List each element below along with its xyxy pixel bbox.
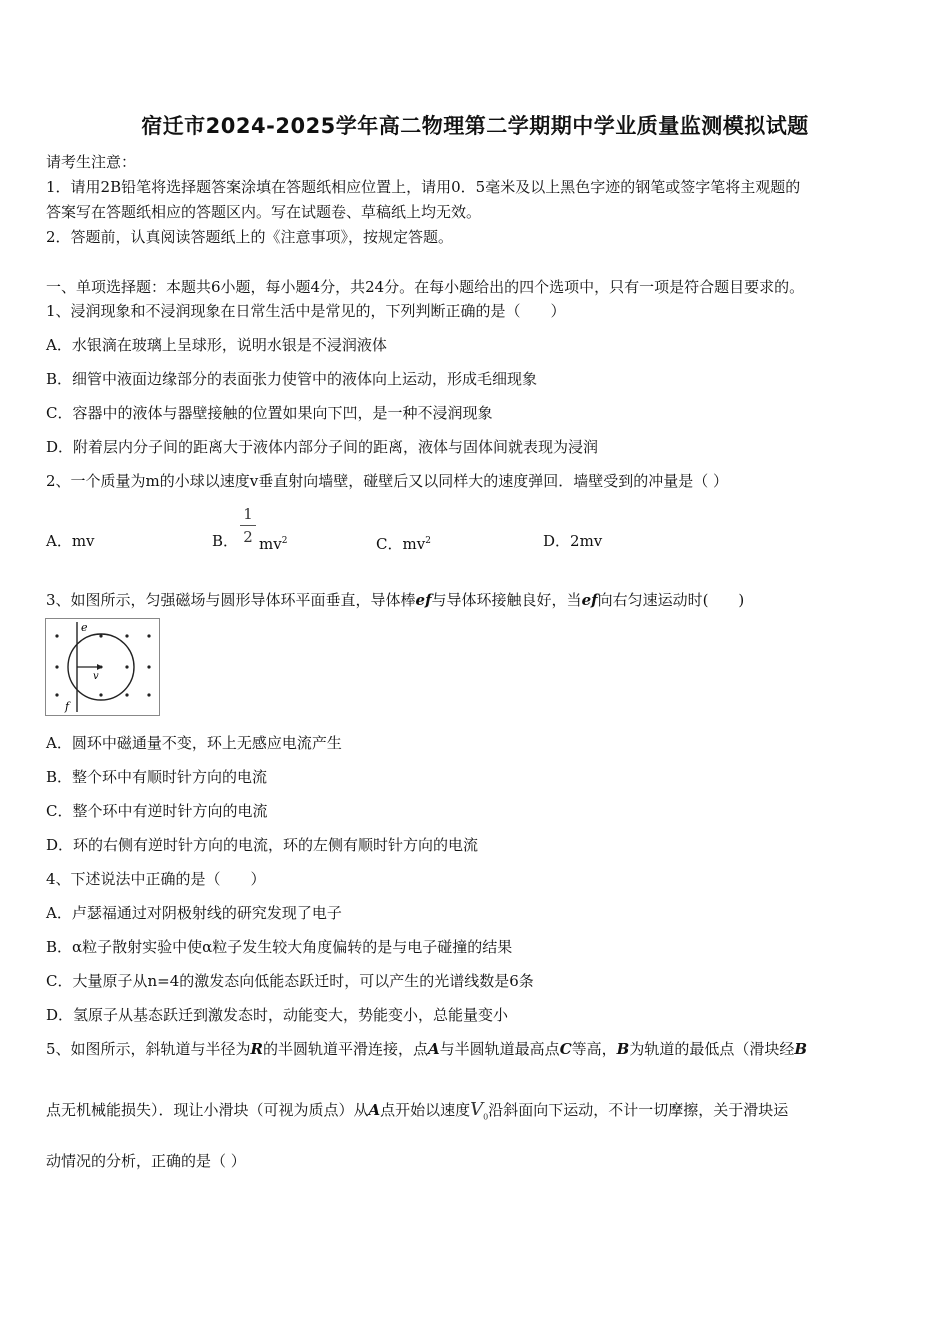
q5-text-2c: 沿斜面向下运动，不计一切摩擦，关于滑块运 [488,1101,789,1119]
q3-stem [46,590,744,610]
q5-text-1c: 与半圆轨道最高点 [439,1040,560,1058]
q3-ef-1: ef [415,591,432,609]
q3-option-d: D．环的右侧有逆时针方向的电流，环的左侧有顺时针方向的电流 [46,836,479,854]
v0-letter: V [470,1099,484,1120]
q1-option-c: C．容器中的液体与器壁接触的位置如果向下凹，是一种不浸润现象 [46,404,493,422]
q2-stem: 2、一个质量为m的小球以速度v垂直射向墙壁，碰壁后又以同样大的速度弹回．墙壁受到的冲量是（ ） [46,472,729,490]
q2-option-c [376,531,431,554]
q3-stem-post: 向右匀速运动时( ) [597,591,745,609]
q5-text-1d: 等高， [571,1040,617,1058]
q1-option-d: D．附着层内分子间的距离大于液体内部分子间的距离，液体与固体间就表现为浸润 [46,438,599,456]
label-e: e [81,621,88,634]
q2-b-base: mv [259,535,282,553]
q1-option-b: B．细管中液面边缘部分的表面张力使管中的液体向上运动，形成毛细现象 [46,370,538,388]
q2-option-a: A．mv [46,532,95,550]
q4-option-b: B．α粒子散射实验中使α粒子发生较大角度偏转的是与电子碰撞的结果 [46,938,513,956]
q5-line-1 [46,1039,807,1059]
q5-symbol-R: R [250,1040,264,1058]
notice-line-2: 2．答题前，认真阅读答题纸上的《注意事项》，按规定答题。 [46,228,454,246]
v0-subscript: 0 [483,1112,489,1122]
q3-figure [45,618,161,718]
notice-line-1b: 答案写在答题纸相应的答题区内。写在试题卷、草稿纸上均无效。 [46,203,482,221]
q5-symbol-v0 [470,1099,488,1120]
q5-text-2a: 点无机械能损失）．现让小滑块（可视为质点）从 [46,1101,369,1119]
q1-option-a: A．水银滴在玻璃上呈球形，说明水银是不浸润液体 [46,336,387,354]
q5-text-2b: 点开始以速度 [380,1101,471,1119]
q5-symbol-C: C [559,1040,572,1058]
page-title: 宿迁市2024-2025学年高二物理第二学期期中学业质量监测模拟试题 [141,114,809,138]
q2-option-b-label: B． [212,532,239,550]
q3-option-c: C．整个环中有逆时针方向的电流 [46,802,268,820]
notice-line-1a: 1．请用2B铅笔将选择题答案涂填在答题纸相应位置上，请用0．5毫米及以上黑色字迹的钢笔或签字笔将主观题的 [46,178,801,196]
q4-option-a: A．卢瑟福通过对阴极射线的研究发现了电子 [46,904,342,922]
q5-symbol-A: A [428,1040,440,1058]
fraction-numerator: 1 [243,505,253,523]
q5-line-3: 动情况的分析，正确的是（ ） [46,1152,246,1170]
q1-stem: 1、浸润现象和不浸润现象在日常生活中是常见的，下列判断正确的是（ ） [46,302,566,320]
fraction-bar [240,525,256,526]
magnetic-field-dots [55,634,150,696]
q3-stem-mid: 与导体环接触良好，当 [431,591,582,609]
q2-option-d: D．2mv [543,532,603,550]
q4-option-c: C．大量原子从n=4的激发态向低能态跃迁时，可以产生的光谱线数是6条 [46,972,534,990]
q3-ef-2: ef [581,591,598,609]
q2-option-b-value [259,531,287,554]
q2-c-exponent: 2 [425,536,431,546]
label-v: v [93,671,99,682]
q2-fraction [240,505,256,546]
q4-stem: 4、下述说法中正确的是（ ） [46,870,266,888]
q5-symbol-A-2: A [368,1101,381,1119]
ring-center-dot [100,666,103,669]
q5-text-1a: 5、如图所示，斜轨道与半径为 [46,1040,251,1058]
q2-c-base: C．mv [376,535,426,553]
q5-symbol-B-2: B [794,1040,808,1058]
q3-option-a: A．圆环中磁通量不变，环上无感应电流产生 [46,734,342,752]
section-heading: 一、单项选择题：本题共6小题，每小题4分，共24分。在每小题给出的四个选项中，只有一项是符合题目要求的。 [46,278,805,296]
fraction-denominator: 2 [243,528,253,546]
q5-text-1b: 的半圆轨道平滑连接，点 [263,1040,429,1058]
notice-heading: 请考生注意： [46,153,137,171]
q5-symbol-B: B [616,1040,630,1058]
q3-stem-pre: 3、如图所示，匀强磁场与圆形导体环平面垂直，导体棒 [46,591,416,609]
q5-text-1e: 为轨道的最低点（滑块经 [629,1040,795,1058]
q3-option-b: B．整个环中有顺时针方向的电流 [46,768,268,786]
q4-option-d: D．氢原子从基态跃迁到激发态时，动能变大，势能变小，总能量变小 [46,1006,509,1024]
q2-b-exponent: 2 [281,536,288,546]
label-f: f [65,700,70,713]
q5-line-2 [46,1100,788,1128]
